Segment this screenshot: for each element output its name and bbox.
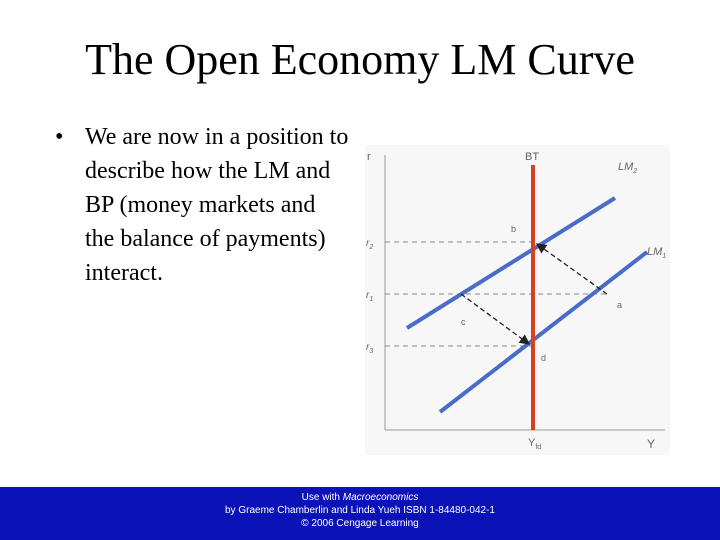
plot-background (365, 145, 670, 455)
lm2-label: $LM_2$ (618, 161, 638, 175)
footer-line-1: Use with Macroeconomics (301, 492, 419, 503)
footer-book-title: Macroeconomics (342, 492, 419, 503)
bullet-text: We are now in a position to describe how the LM and BP (money markets and the balance of payments) interact. (85, 124, 349, 286)
point-d-label: d (541, 353, 547, 363)
slide-title: The Open Economy LM Curve (85, 35, 635, 84)
bt-label: BT (525, 151, 540, 163)
footer-line-2: by Graeme Chamberlin and Linda Yueh ISBN 1-84480-042-1 (225, 505, 495, 516)
point-c-label: c (461, 317, 466, 327)
point-a-label: a (617, 300, 623, 310)
footer-line-3: © 2006 Cengage Learning (301, 518, 419, 529)
x-axis-label: Y (647, 437, 656, 451)
diagram-svg (355, 140, 675, 460)
lm1-label: $LM_1$ (647, 246, 667, 260)
footer-bar (0, 487, 720, 540)
r1-label: $r_1$ (366, 290, 374, 303)
r3-label: $r_3$ (366, 342, 374, 355)
yfd-label: $Y_{fd}$ (528, 437, 542, 451)
y-axis-label: r (367, 151, 371, 163)
point-b-label: b (511, 224, 517, 234)
r2-label: $r_2$ (366, 238, 374, 251)
bullet-marker: • (55, 124, 64, 150)
lm-bt-diagram (355, 140, 675, 460)
